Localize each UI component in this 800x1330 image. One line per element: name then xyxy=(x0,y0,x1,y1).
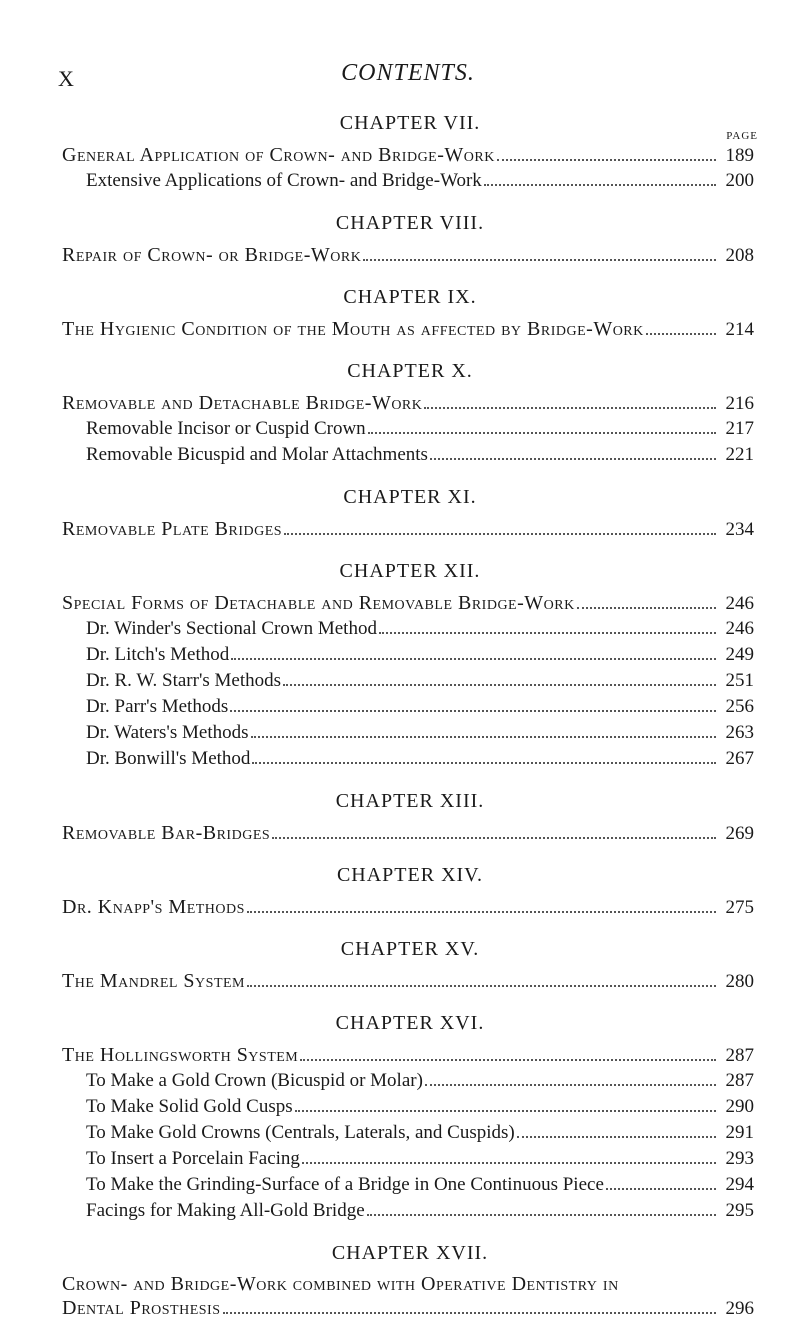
entry-title: General Application of Crown- and Bridge-Work xyxy=(62,144,495,166)
toc-entry xyxy=(62,590,754,616)
chapter-section xyxy=(0,352,800,478)
dot-leader xyxy=(379,631,716,634)
dot-leader xyxy=(430,457,716,460)
entry-page-number: 269 xyxy=(725,823,754,844)
toc-entry xyxy=(86,642,754,668)
entry-title: Extensive Applications of Crown- and Bridge-Work xyxy=(86,170,482,191)
chapter-heading: CHAPTER XI. xyxy=(343,486,477,508)
entry-title: Removable Incisor or Cuspid Crown xyxy=(86,418,366,439)
entry-page-number: 221 xyxy=(725,444,754,465)
dot-leader xyxy=(577,606,716,609)
toc-entry xyxy=(86,168,754,194)
toc-entry xyxy=(86,1198,754,1224)
entry-page-number: 293 xyxy=(725,1148,754,1169)
section-spacer xyxy=(0,1320,800,1330)
chapter-heading: CHAPTER VIII. xyxy=(335,212,485,234)
entry-page-number: 291 xyxy=(725,1122,754,1143)
entry-page-number: 249 xyxy=(725,644,754,665)
section-spacer xyxy=(0,542,800,552)
toc-entry xyxy=(62,1272,754,1320)
entry-page-number: 290 xyxy=(725,1096,754,1117)
dot-leader xyxy=(425,1083,716,1086)
dot-leader xyxy=(363,258,716,261)
toc-entry xyxy=(62,516,754,542)
dot-leader xyxy=(606,1187,716,1190)
entry-title: Dr. Waters's Methods xyxy=(86,722,249,743)
chapter-heading: CHAPTER XVI. xyxy=(335,1012,485,1034)
toc-entry xyxy=(62,390,754,416)
entry-page-number: 208 xyxy=(725,245,754,266)
chapter-heading: CHAPTER VII. xyxy=(339,112,481,134)
entry-title: To Make Solid Gold Cusps xyxy=(86,1096,293,1117)
entry-title: Facings for Making All-Gold Bridge xyxy=(86,1200,365,1221)
section-spacer xyxy=(0,468,800,478)
toc-entry xyxy=(86,1120,754,1146)
chapter-section xyxy=(0,478,800,552)
entry-page-number: 214 xyxy=(725,319,754,340)
entry-page-number: 296 xyxy=(725,1298,754,1319)
chapter-section xyxy=(0,856,800,930)
entry-title: The Hollingsworth System xyxy=(62,1044,299,1066)
entry-title: Removable Bicuspid and Molar Attachments xyxy=(86,444,428,465)
entry-page-number: 246 xyxy=(725,618,754,639)
dot-leader xyxy=(284,532,716,535)
toc-entry xyxy=(86,1094,754,1120)
entry-page-number: 294 xyxy=(725,1174,754,1195)
dot-leader xyxy=(251,735,716,738)
dot-leader xyxy=(302,1161,716,1164)
entry-title: Removable Plate Bridges xyxy=(62,518,283,540)
dot-leader xyxy=(300,1058,716,1061)
page-column-label: PAGE xyxy=(726,130,758,142)
entry-title: The Mandrel System xyxy=(62,970,246,992)
chapter-heading: CHAPTER XV. xyxy=(340,938,480,960)
toc-entry xyxy=(86,668,754,694)
dot-leader xyxy=(247,910,716,913)
chapter-heading: CHAPTER IX. xyxy=(343,286,477,308)
entry-title: Special Forms of Detachable and Removable Bridge-Work xyxy=(62,592,575,614)
chapter-section xyxy=(0,1004,800,1234)
entry-title: To Insert a Porcelain Facing xyxy=(86,1148,300,1169)
dot-leader xyxy=(484,183,716,186)
entry-page-number: 256 xyxy=(725,696,754,717)
chapter-section xyxy=(0,930,800,1004)
chapter-section xyxy=(0,278,800,352)
section-spacer xyxy=(0,342,800,352)
entry-title: To Make the Grinding-Surface of a Bridge in One Continuous Piece xyxy=(86,1174,604,1195)
entry-page-number: 200 xyxy=(725,170,754,191)
section-spacer xyxy=(0,846,800,856)
entry-title: Dr. Parr's Methods xyxy=(86,696,229,717)
dot-leader xyxy=(272,836,716,839)
entry-title: Dr. Knapp's Methods xyxy=(62,896,245,918)
entry-title: Removable Bar-Bridges xyxy=(62,822,271,844)
dot-leader xyxy=(295,1109,716,1112)
toc-entry xyxy=(62,968,754,994)
section-spacer xyxy=(0,920,800,930)
chapter-heading: CHAPTER XIV. xyxy=(336,864,484,886)
dot-leader xyxy=(497,158,716,161)
entry-page-number: 287 xyxy=(725,1045,754,1066)
dot-leader xyxy=(252,761,716,764)
dot-leader xyxy=(230,709,716,712)
chapter-heading: CHAPTER X. xyxy=(347,360,473,382)
chapter-section xyxy=(0,204,800,278)
toc-entry xyxy=(62,142,754,168)
section-spacer xyxy=(0,194,800,204)
entry-page-number: 267 xyxy=(725,748,754,769)
entry-title: To Make a Gold Crown (Bicuspid or Molar) xyxy=(86,1070,423,1091)
toc-entry xyxy=(62,242,754,268)
page-title: CONTENTS. xyxy=(341,60,475,86)
chapter-section xyxy=(0,104,800,204)
toc-entry xyxy=(86,416,754,442)
entry-page-number: 216 xyxy=(725,393,754,414)
table-of-contents xyxy=(0,104,800,1330)
entry-title: Crown- and Bridge-Work combined with Operative Dentistry in xyxy=(62,1273,619,1295)
entry-title: Repair of Crown- or Bridge-Work xyxy=(62,244,362,266)
entry-page-number: 189 xyxy=(725,145,754,166)
dot-leader xyxy=(517,1135,716,1138)
entry-title-continued xyxy=(62,1296,754,1320)
entry-page-number: 287 xyxy=(725,1070,754,1091)
dot-leader xyxy=(367,1213,716,1216)
section-spacer xyxy=(0,1224,800,1234)
dot-leader xyxy=(283,683,716,686)
entry-title: The Hygienic Condition of the Mouth as affected by Bridge-Work xyxy=(62,318,644,340)
toc-entry xyxy=(86,694,754,720)
entry-page-number: 263 xyxy=(725,722,754,743)
entry-page-number: 234 xyxy=(725,519,754,540)
toc-entry xyxy=(86,442,754,468)
section-spacer xyxy=(0,772,800,782)
toc-entry xyxy=(86,720,754,746)
section-spacer xyxy=(0,268,800,278)
page-folio: X xyxy=(58,66,74,91)
section-spacer xyxy=(0,994,800,1004)
toc-entry xyxy=(86,746,754,772)
dot-leader xyxy=(223,1311,716,1314)
toc-entry xyxy=(62,316,754,342)
entry-title: Dr. Litch's Method xyxy=(86,644,230,665)
dot-leader xyxy=(231,657,716,660)
toc-entry xyxy=(62,820,754,846)
dot-leader xyxy=(424,406,716,409)
toc-entry xyxy=(86,1146,754,1172)
entry-title: Dr. R. W. Starr's Methods xyxy=(86,670,282,691)
toc-entry xyxy=(62,1042,754,1068)
chapter-section xyxy=(0,552,800,782)
entry-title: Removable and Detachable Bridge-Work xyxy=(62,392,423,414)
toc-entry xyxy=(86,1068,754,1094)
chapter-section xyxy=(0,1234,800,1330)
entry-page-number: 280 xyxy=(725,971,754,992)
chapter-heading: CHAPTER XVII. xyxy=(331,1242,489,1264)
chapter-heading: CHAPTER XII. xyxy=(339,560,481,582)
toc-entry xyxy=(86,616,754,642)
dot-leader xyxy=(247,984,716,987)
entry-title: Dr. Winder's Sectional Crown Method xyxy=(86,618,377,639)
toc-entry xyxy=(62,894,754,920)
toc-entry xyxy=(86,1172,754,1198)
entry-page-number: 217 xyxy=(725,418,754,439)
dot-leader xyxy=(646,332,716,335)
entry-page-number: 295 xyxy=(725,1200,754,1221)
dot-leader xyxy=(368,431,716,434)
chapter-heading: CHAPTER XIII. xyxy=(335,790,485,812)
chapter-section xyxy=(0,782,800,856)
running-head xyxy=(58,60,758,90)
entry-page-number: 251 xyxy=(725,670,754,691)
entry-title: To Make Gold Crowns (Centrals, Laterals, and Cuspids) xyxy=(86,1122,515,1143)
entry-page-number: 246 xyxy=(725,593,754,614)
entry-title: Dr. Bonwill's Method xyxy=(86,748,251,769)
entry-page-number: 275 xyxy=(725,897,754,918)
entry-title-line2: Dental Prosthesis xyxy=(62,1297,221,1319)
